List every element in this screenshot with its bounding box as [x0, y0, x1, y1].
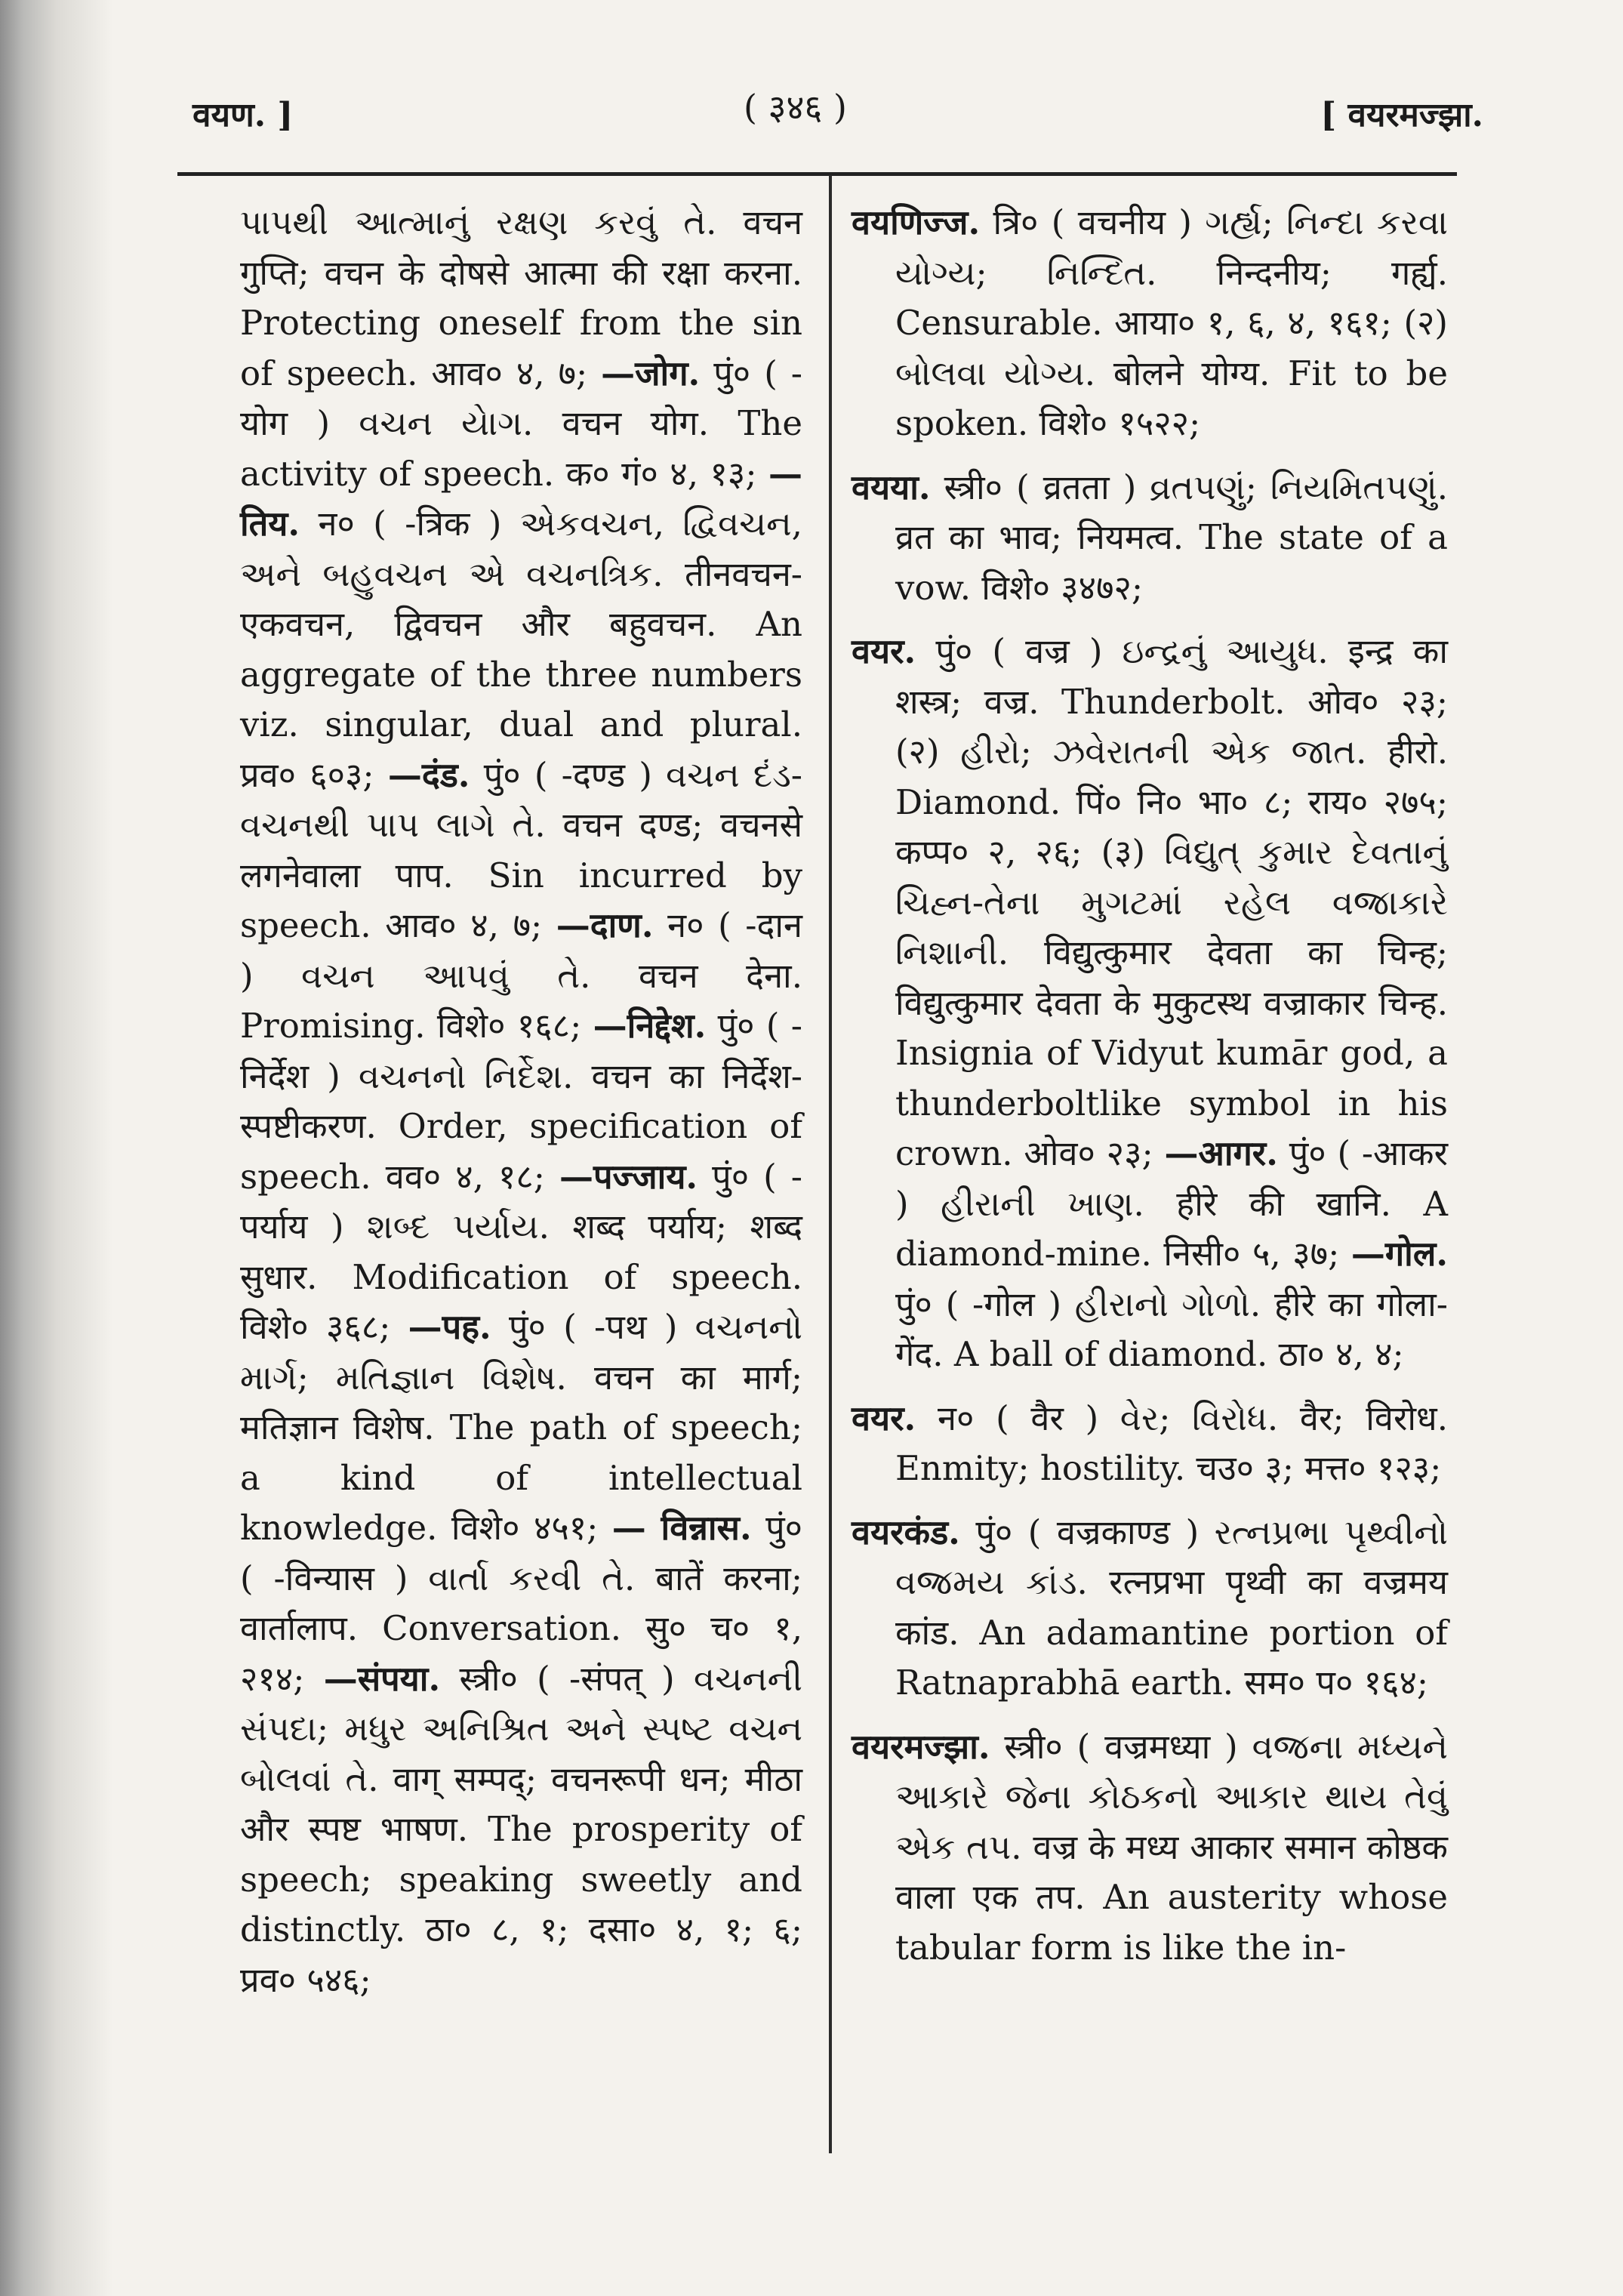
- entry-text: न० ( वैर ) વેર; વિરોધ. वैर; विरोध. Enmity; hostility. चउ० ३; मत्त० १२३;: [895, 1398, 1448, 1488]
- sub-entry-text: न० ( -दान ) વચન આપવું તે. वचन देना. Promising. विशे० १६८;: [240, 905, 802, 1046]
- entry-text: पुं० ( वज्रकाण्ड ) રત્નપ્રભા પૃથ્વીનો વજ્રમય કાંડ. रत्नप्रभा पृथ्वी का वज्रमय कांड. An adamantine portion of Ratnaprabhā earth. सम० प० १६४;: [895, 1512, 1449, 1703]
- dictionary-entry: [852, 1508, 1448, 1709]
- running-head-right: [ वयरमज्झा.: [1320, 96, 1483, 134]
- headword: वयर.: [852, 631, 916, 671]
- entry-text: त्रि० ( वचनीय ) ગર્હ્ય; નિન્દા કરવા યોગ્ય; નિન્દિત. निन्दनीय; गर्ह्य. Censurable. आया० १, ६, ४, १६१; (२) બોલવા યોગ્ય. बोलने योग्य. Fit to be spoken. विशे० १५२२;: [895, 202, 1448, 443]
- sub-entry-head: —दाण.: [556, 905, 654, 945]
- dictionary-entry: [852, 1394, 1448, 1494]
- sub-entry-head: —गोल.: [1350, 1234, 1448, 1274]
- sub-entry-text: पुं० ( -पथ ) વચનનો માર્ગ; મતિજ્ઞાન વિશેષ. वचन का मार्ग; मतिज्ञान विशेष. The path of speech; a kind of intellectual knowledge. विशे० ४५१;: [240, 1307, 803, 1548]
- headword: वयरमज्झा.: [852, 1726, 990, 1767]
- scan-edge: [0, 0, 113, 2296]
- sub-entry-head: —निद्देश.: [593, 1006, 707, 1046]
- left-column: [240, 198, 802, 2019]
- sub-entry-text: पुं० ( -निर्देश ) વચનનો નિર્દેશ. वचन का निर्देश-स्पष्टीकरण. Order, specification of speech. वव० ४, १८;: [240, 1006, 802, 1197]
- entry-text: पुं० ( वज्र ) ઇન્દ્રનું આયુધ. इन्द्र का शस्त्र; वज्र. Thunderbolt. ओव० २३; (२) હીરો; ઝવેરાતની એક જાત. हीरो. Diamond. पिं० नि० भा० ८; राय० २७५; कप्प० २, २६; (३) વિદ્યુત્ કુમાર દેવતાનું ચિહ્ન-તેના મુગટમાં રહેલ વજ્રાકારે નિશાની. विद्युत्कुमार देवता का चिन्ह; विद्युत्कुमार देवता के मुकुटस्थ वज्राकार चिन्ह. Insignia of Vidyut kumār god, a thunderboltlike symbol in his crown. ओव० २३;: [895, 631, 1448, 1173]
- sub-entry-text: पुं० ( -आकर ) હીરાની ખાણ. हीरे की खानि. A diamond-mine. निसी० ५, ३७;: [895, 1133, 1448, 1274]
- page-number: ( ३४६ ): [744, 87, 847, 128]
- sub-entry-head: —पह.: [408, 1307, 491, 1347]
- running-head-left: वयण. ]: [192, 96, 294, 134]
- headword: वयर.: [852, 1398, 916, 1438]
- entry-continuation: [240, 198, 802, 2005]
- sub-entry-head: —तिय.: [240, 453, 802, 544]
- sub-entry-text: पुं० ( -विन्यास ) વાર્તા કરવી તે. बातें करना; वार्तालाप. Conversation. सु० च० १, २१४;: [240, 1508, 803, 1699]
- sub-entry-head: —पज्जाय.: [559, 1156, 698, 1197]
- sub-entry-text: स्त्री० ( -संपत् ) વચનની સંપદા; મધુર અનિશ્રિત અને સ્પષ્ટ વચન બોલવાં તે. वाग् सम्पद्; वचनरूपी धन; मीठा और स्पष्ट भाषण. The prosperity of speech; speaking sweetly and distinctly. ठा० ८, १; दसा० ४, १; ६; प्रव० ५४६;: [240, 1658, 802, 2000]
- right-column: [852, 198, 1448, 1986]
- sub-entry-text: पुं० ( -गोल ) હીરાનો ગોળો. हीरे का गोला-गेंद. A ball of diamond. ठा० ४, ४;: [895, 1284, 1448, 1374]
- entry-text: પાપથી આત્માનું રક્ષણ કરવું તે. वचन गुप्ति; वचन के दोषसे आत्मा की रक्षा करना. Protecting oneself from the sin of speech. आव० ४, ७;: [240, 202, 802, 393]
- sub-entry-text: न० ( -त्रिक ) એકવચન, દ્વિવચન, અને બહુવચન એ વચનત્રિક. तीनवचन-एकवचन, द्विवचन और बहुवचन. An aggregate of the three numbers viz. singular, dual and plural. प्रव० ६०३;: [240, 504, 802, 795]
- column-divider: [829, 175, 832, 2153]
- entry-text: स्त्री० ( वज्रमध्या ) વજ્રના મધ્યને આકારે જેના કોઠકનો આકાર થાય તેવું એક તપ. वज्र के मध्य आकार समान कोष्ठक वाला एक तप. An austerity whose tabular form is like the in-: [895, 1726, 1448, 1968]
- sub-entry-text: पुं० ( -दण्ड ) વચન દંડ-વચનથી પાપ લાગે તે. वचन दण्ड; वचनसे लगनेवाला पाप. Sin incurred by speech. आव० ४, ७;: [240, 754, 802, 945]
- headword: वयरकंड.: [852, 1512, 960, 1552]
- sub-entry-text: पुं० ( -पर्याय ) શબ્દ પર્યાય. शब्द पर्याय; शब्द सुधार. Modification of speech. विशे० ३६८;: [240, 1156, 802, 1347]
- dictionary-entry: [852, 1722, 1448, 1974]
- headword: वयया.: [852, 467, 931, 507]
- sub-entry-head: —जोग.: [601, 353, 701, 393]
- entry-text: स्त्री० ( व्रतता ) વ્રતપણું; નિયમિતપણું. व्रत का भाव; नियमत्व. The state of a vow. विशे० ३४७२;: [895, 467, 1448, 608]
- header-rule: [177, 172, 1457, 176]
- sub-entry-head: —दंड.: [387, 754, 470, 795]
- sub-entry-text: पुं० ( -योग ) વચન યેાગ. वचन योग. The activity of speech. क० गं० ४, १३;: [240, 353, 802, 494]
- sub-entry-head: — विन्नास.: [611, 1508, 752, 1548]
- dictionary-entry: [852, 627, 1448, 1380]
- sub-entry-head: —संपया.: [323, 1658, 441, 1699]
- dictionary-entry: [852, 463, 1448, 614]
- sub-entry-head: —आगर.: [1164, 1133, 1278, 1173]
- dictionary-entry: [852, 198, 1448, 449]
- page-header: [192, 76, 1483, 143]
- headword: वयणिज्ज.: [852, 202, 981, 242]
